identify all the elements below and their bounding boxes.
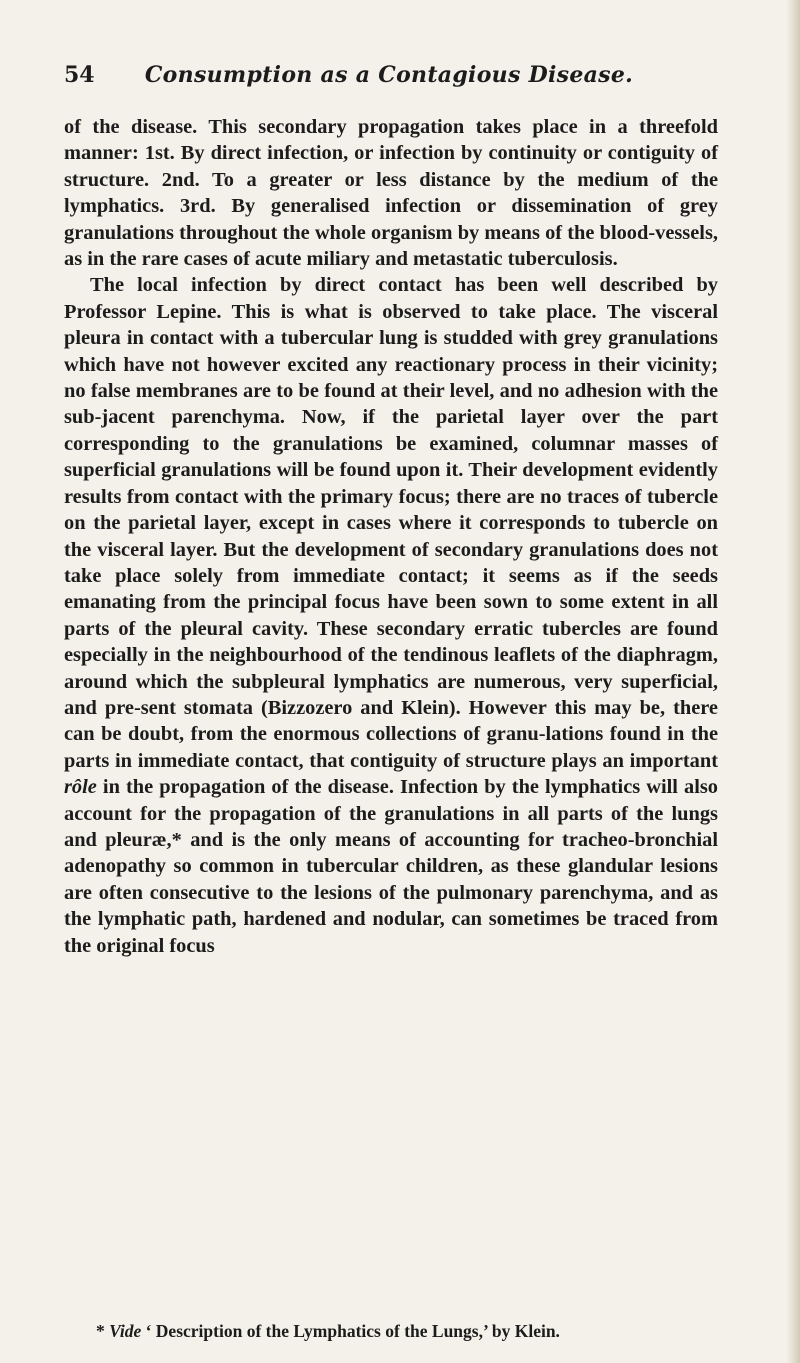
paragraph-2-text-b: in the propagation of the disease. Infection by the lymphatics will also account for the propagation of the granulations in all parts of the lungs and pleuræ,* and is the only means of accounting for tracheo-bronchial adenopathy so common in tubercular children, as these glandular lesions are often consecutive to the lesions of the pulmonary parenchyma, and as the lymphatic path, hardened and nodular, can sometimes be traced from the original focus [64,776,718,957]
paragraph-2 [64,272,718,959]
body-text [64,114,718,959]
footnote [96,1320,716,1342]
footnote-text: ‘ Description of the Lymphatics of the Lungs,’ by Klein. [141,1321,560,1341]
footnote-marker: * [96,1321,110,1341]
running-title: Consumption as a Contagious Disease. [144,62,634,88]
footnote-vide: Vide [109,1321,142,1341]
page-number: 54 [64,62,95,88]
role-italic: rôle [64,776,97,799]
paragraph-1: of the disease. This secondary propagation takes place in a threefold manner: 1st. By direct infection, or infection by continuity or contiguity of structure. 2nd. To a greater or less distance by the medium of the lymphatics. 3rd. By generalised infection or dissemination of grey granulations throughout the whole organism by means of the blood-vessels, as in the rare cases of acute miliary and metastatic tuberculosis. [64,116,718,271]
page-header [64,62,714,96]
paragraph-2-text-a: The local infection by direct contact has been well described by Professor Lepine. This is what is observed to take place. The visceral pleura in contact with a tubercular lung is studded with grey granulations which have not however excited any reactionary process in their vicinity; no false membranes are to be found at their level, and no adhesion with the sub-jacent parenchyma. Now, if the parietal layer over the part corresponding to the granulations be examined, columnar masses of superficial granulations will be found upon it. Their development evidently results from contact with the primary focus; there are no traces of tubercle on the parietal layer, except in cases where it corresponds to tubercle on the visceral layer. But the development of secondary granulations does not take place solely from immediate contact; it seems as if the seeds emanating from the principal focus have been sown to some extent in all parts of the pleural cavity. These secondary erratic tubercles are found especially in the neighbourhood of the tendinous leaflets of the diaphragm, around which the subpleural lymphatics are numerous, very superficial, and pre-sent stomata (Bizzozero and Klein). However this may be, there can be doubt, from the enormous collections of granu-lations found in the parts in immediate contact, that contiguity of structure plays an important [64,274,718,772]
